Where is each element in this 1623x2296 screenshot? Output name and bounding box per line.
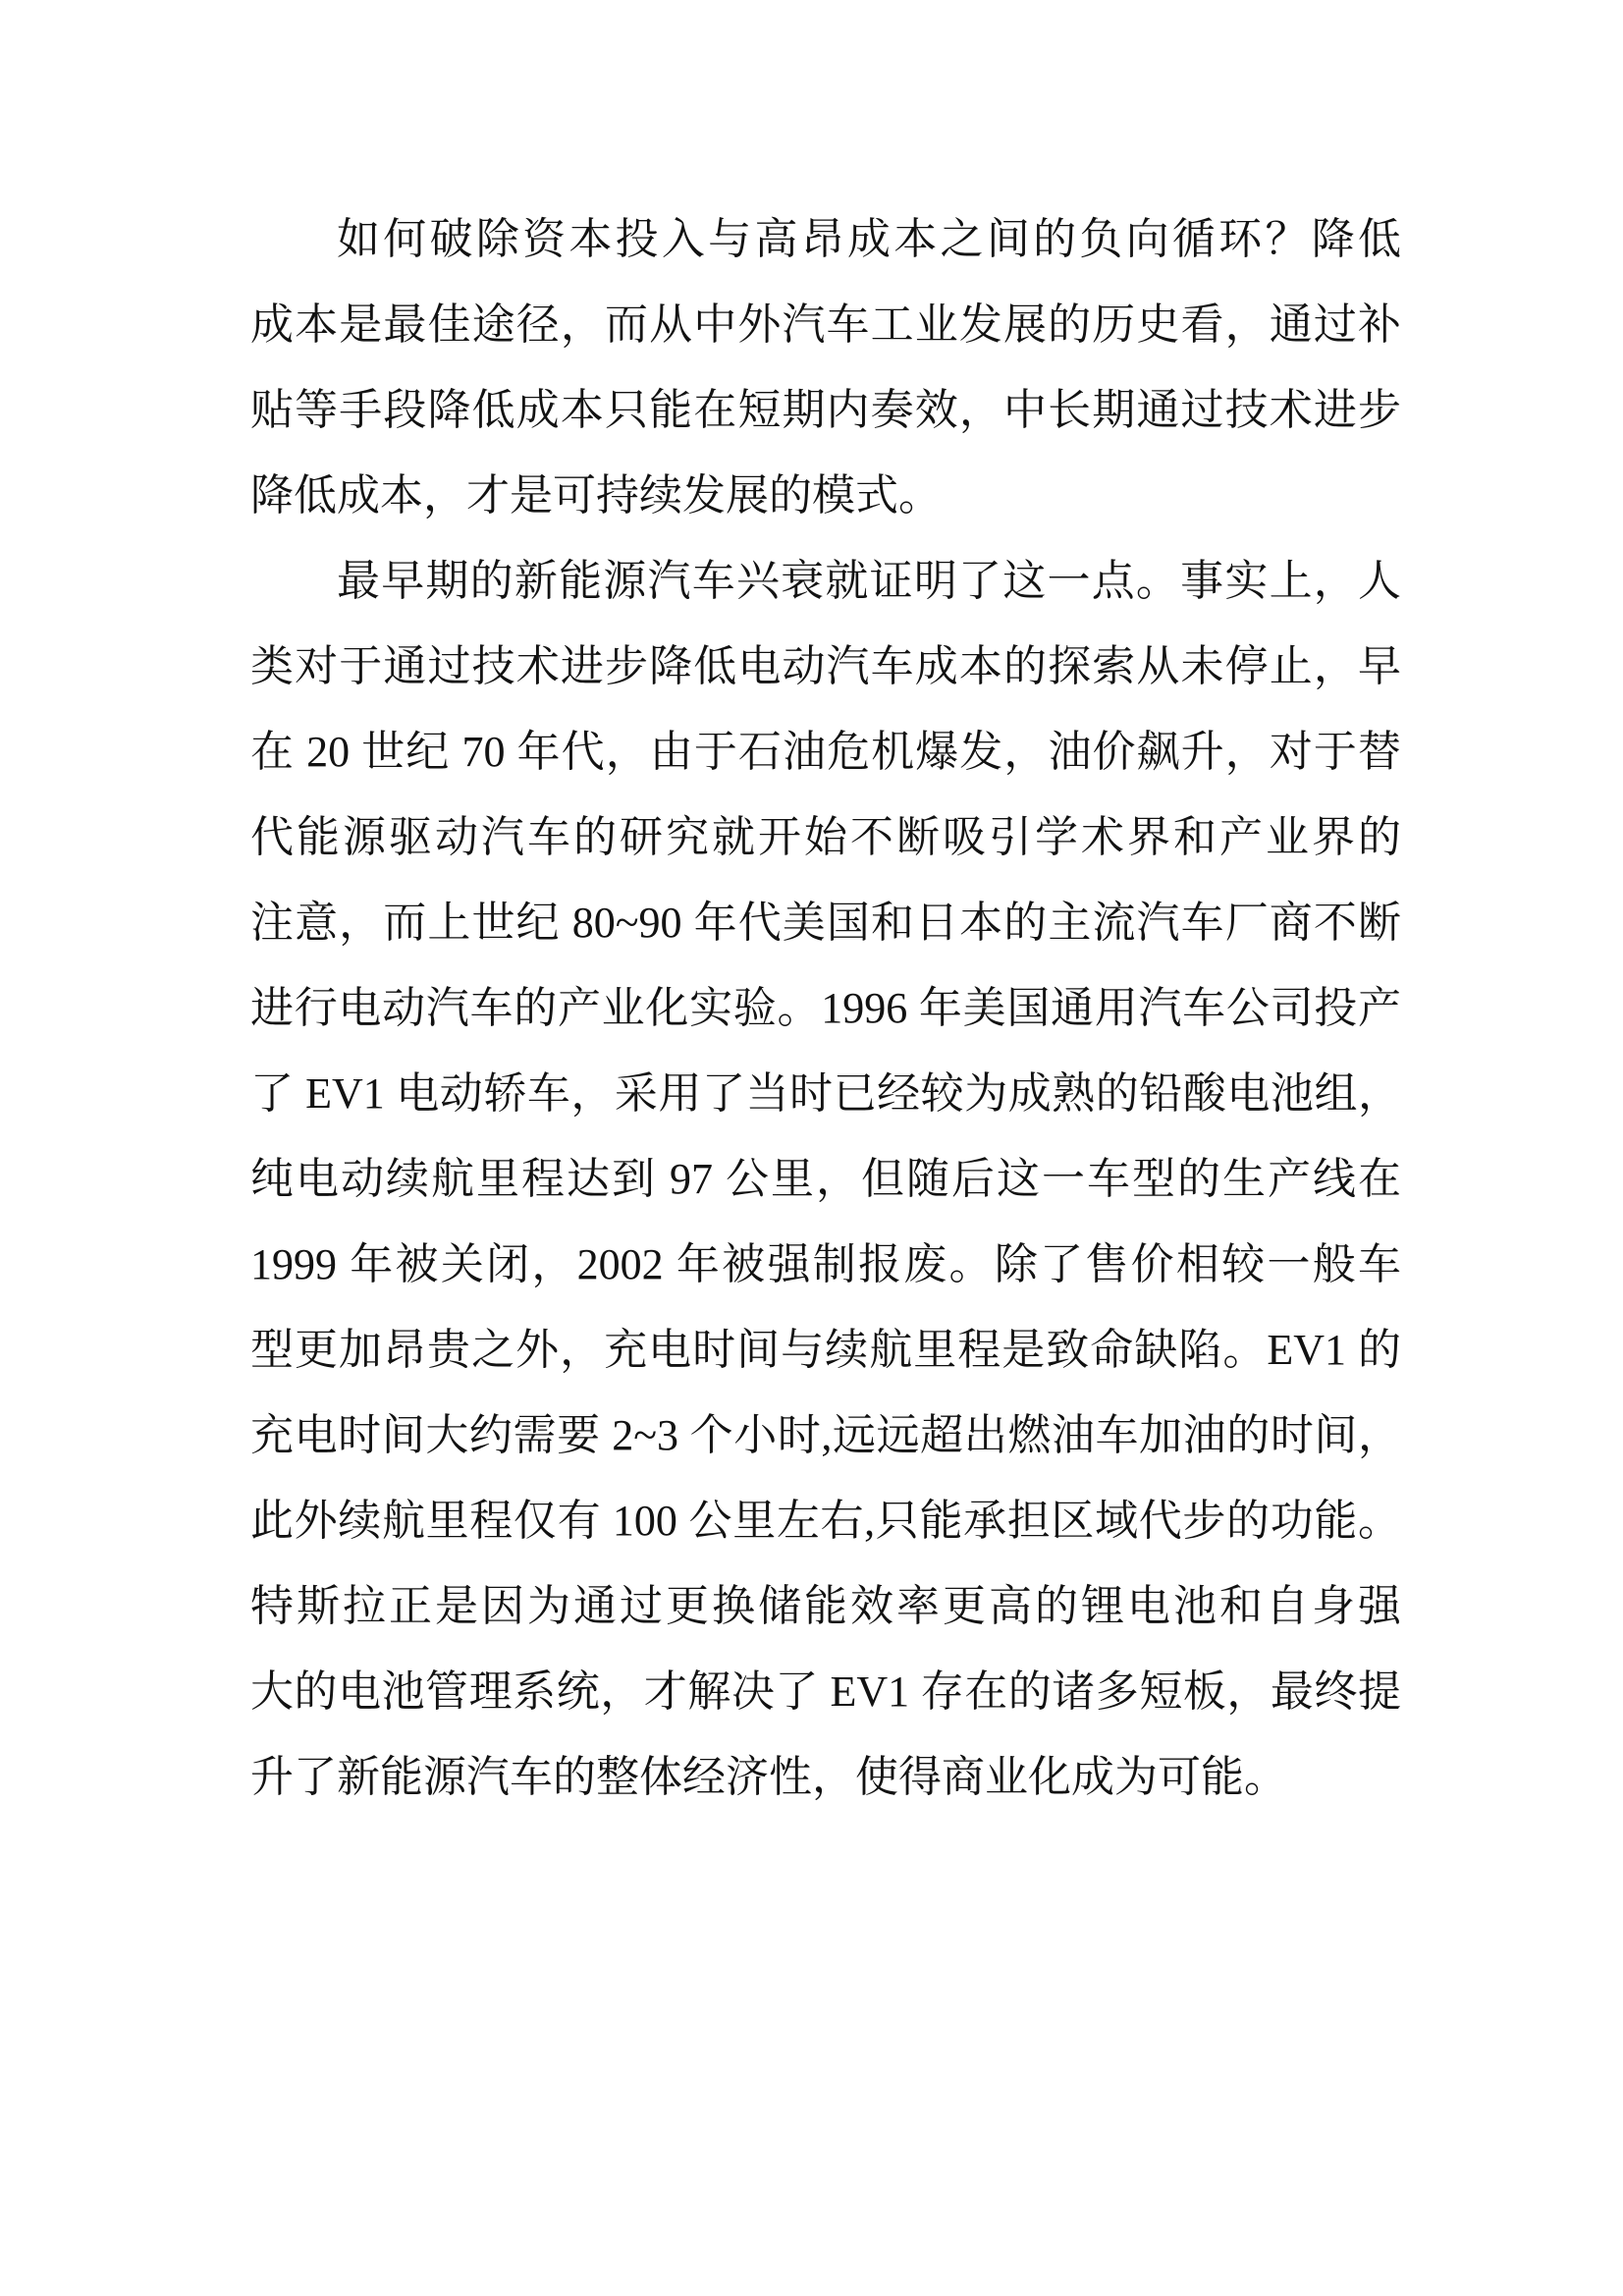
text-line: 降低成本，才是可持续发展的模式。 <box>250 471 942 519</box>
text-line: 成本是最佳途径，而从中外汽车工业发展的历史看，通过补 <box>250 301 1401 349</box>
text-line: 如何破除资本投入与高昂成本之间的负向循环？降低 <box>337 215 1401 263</box>
text-line: 代能源驱动汽车的研究就开始不断吸引学术界和产业界的 <box>250 813 1401 861</box>
text-line: 型更加昂贵之外，充电时间与续航里程是致命缺陷。EV1 的 <box>250 1326 1401 1374</box>
text-line: 在 20 世纪 70 年代，由于石油危机爆发，油价飙升，对于替 <box>250 728 1401 776</box>
text-line: 1999 年被关闭，2002 年被强制报废。除了售价相较一般车 <box>250 1240 1401 1288</box>
text-line: 升了新能源汽车的整体经济性，使得商业化成为可能。 <box>250 1753 1287 1801</box>
text-line: 充电时间大约需要 2~3 个小时,远远超出燃油车加油的时间， <box>250 1411 1401 1459</box>
text-line: 进行电动汽车的产业化实验。1996 年美国通用汽车公司投产 <box>250 984 1401 1032</box>
text-line: 最早期的新能源汽车兴衰就证明了这一点。事实上，人 <box>337 557 1401 605</box>
text-line: 类对于通过技术进步降低电动汽车成本的探索从未停止，早 <box>250 642 1401 690</box>
text-line: 注意，而上世纪 80~90 年代美国和日本的主流汽车厂商不断 <box>250 899 1401 947</box>
text-line: 纯电动续航里程达到 97 公里，但随后这一车型的生产线在 <box>250 1155 1401 1203</box>
paragraph <box>250 196 1401 538</box>
text-block <box>250 196 1401 1820</box>
text-line: 了 EV1 电动轿车，采用了当时已经较为成熟的铅酸电池组， <box>250 1069 1401 1118</box>
paragraph <box>250 538 1401 1820</box>
text-line: 特斯拉正是因为通过更换储能效率更高的锂电池和自身强 <box>250 1582 1401 1630</box>
text-line: 此外续航里程仅有 100 公里左右,只能承担区域代步的功能。 <box>250 1497 1401 1545</box>
text-line: 贴等手段降低成本只能在短期内奏效，中长期通过技术进步 <box>250 386 1401 434</box>
text-line: 大的电池管理系统，才解决了 EV1 存在的诸多短板，最终提 <box>250 1667 1401 1716</box>
